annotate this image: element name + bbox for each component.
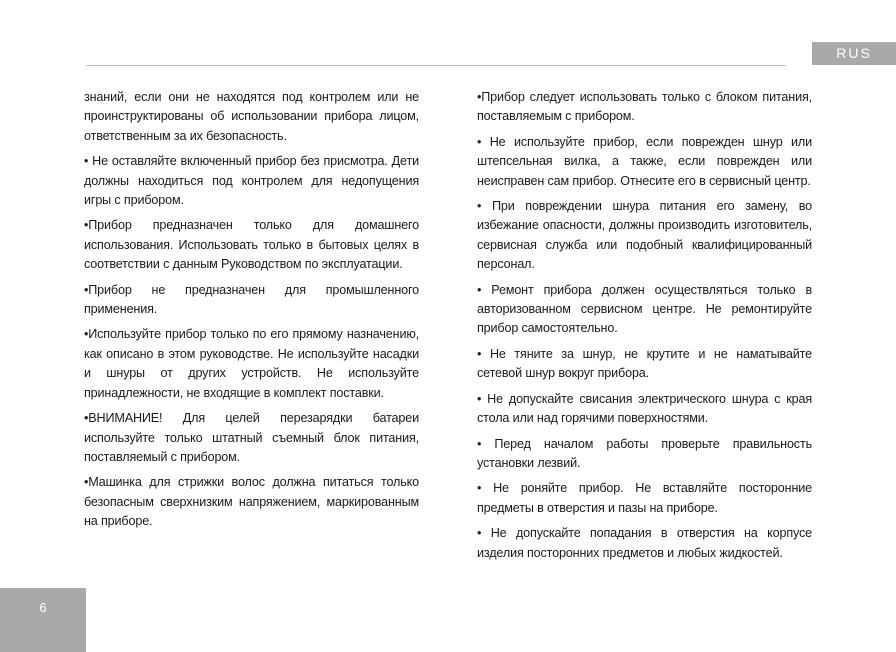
right-column (477, 88, 812, 569)
page-number-tab: 6 (0, 588, 86, 652)
paragraph: • Не допускайте свисания электрического шнура с края стола или над горячими поверхностями. (477, 391, 812, 426)
paragraph: •Прибор предназначен только для домашнего использования. Использовать только в бытовых целях в соответствии с данным Руководством по эксплуатации. (84, 218, 419, 272)
paragraph: •Прибор следует использовать только с блоком питания, поставляемым с прибором. (477, 90, 812, 124)
paragraph: •Используйте прибор только по его прямому назначению, как описано в этом руководстве. Не используйте насадки и шнуры от других устройств. Не используйте принадлежности, не входящие в комплект поставки. (84, 327, 419, 400)
left-column (84, 88, 419, 538)
paragraph: •ВНИМАНИЕ! Для целей перезарядки батареи используйте только штатный съемный блок питания, поставляемый с прибором. (84, 411, 419, 464)
paragraph: • Не используйте прибор, если поврежден шнур или штепсельная вилка, а также, если поврежден или неисправен сам прибор. Отнесите его в сервисный центр. (477, 134, 812, 188)
paragraph: • Не допускайте попадания в отверстия на корпусе изделия посторонних предметов и любых жидкостей. (477, 526, 812, 560)
paragraph: • Ремонт прибора должен осуществляться только в авторизованном сервисном центре. Не ремонтируйте прибор самостоятельно. (477, 282, 812, 336)
paragraph: знаний, если они не находятся под контролем или не проинструктированы об использовании прибора лицом, ответственным за их безопасность. (84, 90, 419, 143)
language-tab: RUS (812, 42, 896, 65)
paragraph: • Не оставляйте включенный прибор без присмотра. Дети должны находиться под контролем для недопущения игры с прибором. (84, 154, 419, 208)
paragraph: • Не роняйте прибор. Не вставляйте посторонние предметы в отверстия и пазы на приборе. (477, 481, 812, 515)
paragraph: •Прибор не предназначен для промышленного применения. (84, 282, 419, 317)
paragraph: • Перед началом работы проверьте правильность установки лезвий. (477, 436, 812, 470)
paragraph: • При повреждении шнура питания его замену, во избежание опасности, должны производить изготовитель, сервисная служба или подобный квалифицированный персонал. (477, 199, 812, 272)
paragraph: •Машинка для стрижки волос должна питаться только безопасным сверхнизким напряжением, маркированным на приборе. (84, 475, 419, 529)
paragraph: • Не тяните за шнур, не крутите и не наматывайте сетевой шнур вокруг прибора. (477, 346, 812, 381)
header-rule (86, 65, 786, 66)
